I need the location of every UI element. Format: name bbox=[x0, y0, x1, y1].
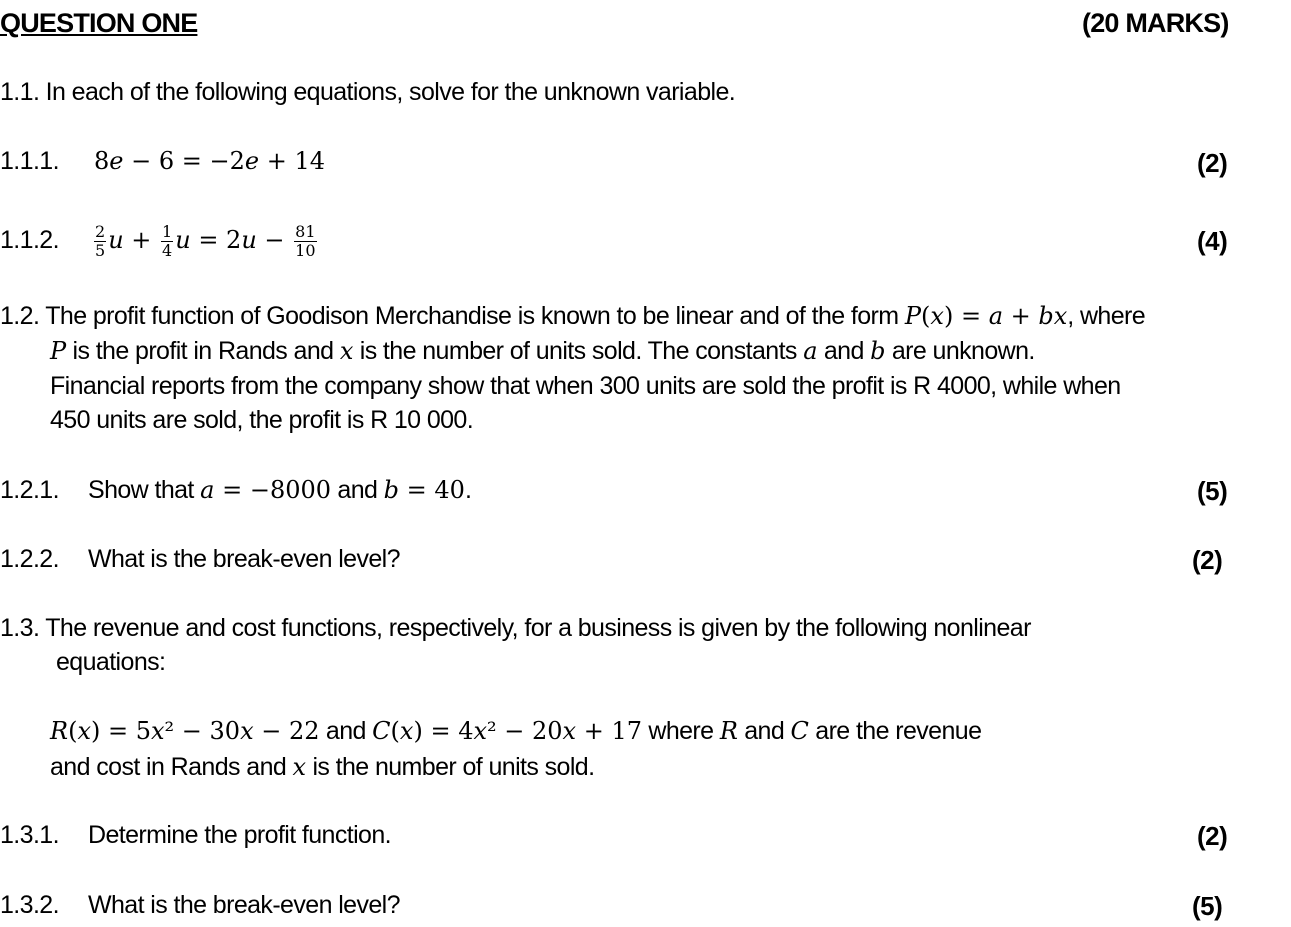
q1-1-1-number: 1.1.1. bbox=[0, 147, 59, 175]
question-title: QUESTION ONE bbox=[0, 8, 198, 38]
q1-3-line4: and cost in Rands and x is the number of units sold. bbox=[50, 753, 595, 781]
revenue-function: R(x) = 5x² − 30x − 22 bbox=[50, 717, 320, 745]
cost-function: C(x) = 4x² − 20x + 17 bbox=[372, 717, 642, 745]
q1-3-equations: R(x) = 5x² − 30x − 22 and C(x) = 4x² − 20x + 17 where R and C are the revenue bbox=[50, 717, 982, 745]
q1-1-2-number: 1.1.2. bbox=[0, 226, 59, 254]
q1-2-1-number: 1.2.1. bbox=[0, 476, 59, 504]
q1-3-2-text: What is the break-even level? bbox=[88, 891, 400, 919]
total-marks: (20 MARKS) bbox=[1082, 8, 1229, 38]
q1-2-number: 1.2. bbox=[0, 302, 40, 330]
q1-2-line4: 450 units are sold, the profit is R 10 000. bbox=[50, 406, 474, 434]
q1-3-where-end: are the revenue bbox=[815, 717, 982, 745]
q1-3-2-marks: (5) bbox=[1192, 891, 1223, 921]
q1-2-profit-function: P(x) = a + bx bbox=[904, 302, 1068, 330]
q1-2-2-number: 1.2.2. bbox=[0, 545, 59, 573]
q1-3-number: 1.3. bbox=[0, 614, 40, 642]
q1-2-line2-a: is the profit in Rands and bbox=[72, 337, 334, 365]
q1-2-line3: Financial reports from the company show that when 300 units are sold the profit is R 4000, while when bbox=[50, 372, 1121, 400]
q1-2-1-text-c: . bbox=[464, 476, 472, 504]
q1-1-intro bbox=[0, 77, 735, 107]
q1-3-line4-a: and cost in Rands and bbox=[50, 753, 287, 781]
q1-2-line1-text: The profit function of Goodison Merchandise is known to be linear and of the form bbox=[45, 302, 899, 330]
q1-3-where: where bbox=[648, 717, 714, 745]
q1-3-line4-b: is the number of units sold. bbox=[312, 753, 595, 781]
q1-3-2-number: 1.3.2. bbox=[0, 891, 59, 919]
q1-1-text: In each of the following equations, solve for the unknown variable. bbox=[45, 78, 736, 106]
q1-3-line1 bbox=[0, 613, 1031, 643]
q1-3-1-text: Determine the profit function. bbox=[88, 821, 391, 849]
q1-3-line1-text: The revenue and cost functions, respectively, for a business is given by the following nonlinear bbox=[45, 614, 1031, 642]
q1-2-line2-c: and bbox=[823, 337, 864, 365]
q1-2-1-text: Show that a = −8000 and b = 40. bbox=[88, 476, 472, 504]
q1-3-line2: equations: bbox=[56, 648, 166, 676]
q1-2-line2-b: is the number of units sold. The constants bbox=[359, 337, 797, 365]
q1-1-1-marks: (2) bbox=[1197, 148, 1228, 178]
q1-2-1-text-b: and bbox=[337, 476, 378, 504]
q1-2-2-text: What is the break-even level? bbox=[88, 545, 400, 573]
q1-2-line1 bbox=[0, 301, 1145, 331]
q1-2-1-marks: (5) bbox=[1197, 476, 1228, 506]
q1-1-1-equation: 8e − 6 = −2e + 14 bbox=[94, 147, 325, 175]
q1-2-line1-end: , where bbox=[1067, 302, 1146, 330]
q1-1-2-marks: (4) bbox=[1197, 226, 1228, 256]
q1-2-line2: P is the profit in Rands and x is the number of units sold. The constants a and b are unknown. bbox=[50, 337, 1035, 365]
q1-2-1-text-a: Show that bbox=[88, 476, 194, 504]
q1-2-line2-d: are unknown. bbox=[891, 337, 1035, 365]
q1-3-and: and bbox=[325, 717, 366, 745]
q1-3-1-marks: (2) bbox=[1197, 821, 1228, 851]
q1-1-number: 1.1. bbox=[0, 78, 40, 106]
q1-3-where-and: and bbox=[744, 717, 785, 745]
q1-1-2-equation: $\frac{2}{5}$ u + $\frac{1}{4}$ u = 2u − $\frac{81}{10}$ bbox=[95, 222, 316, 260]
q1-3-1-number: 1.3.1. bbox=[0, 821, 59, 849]
q1-2-2-marks: (2) bbox=[1192, 545, 1223, 575]
